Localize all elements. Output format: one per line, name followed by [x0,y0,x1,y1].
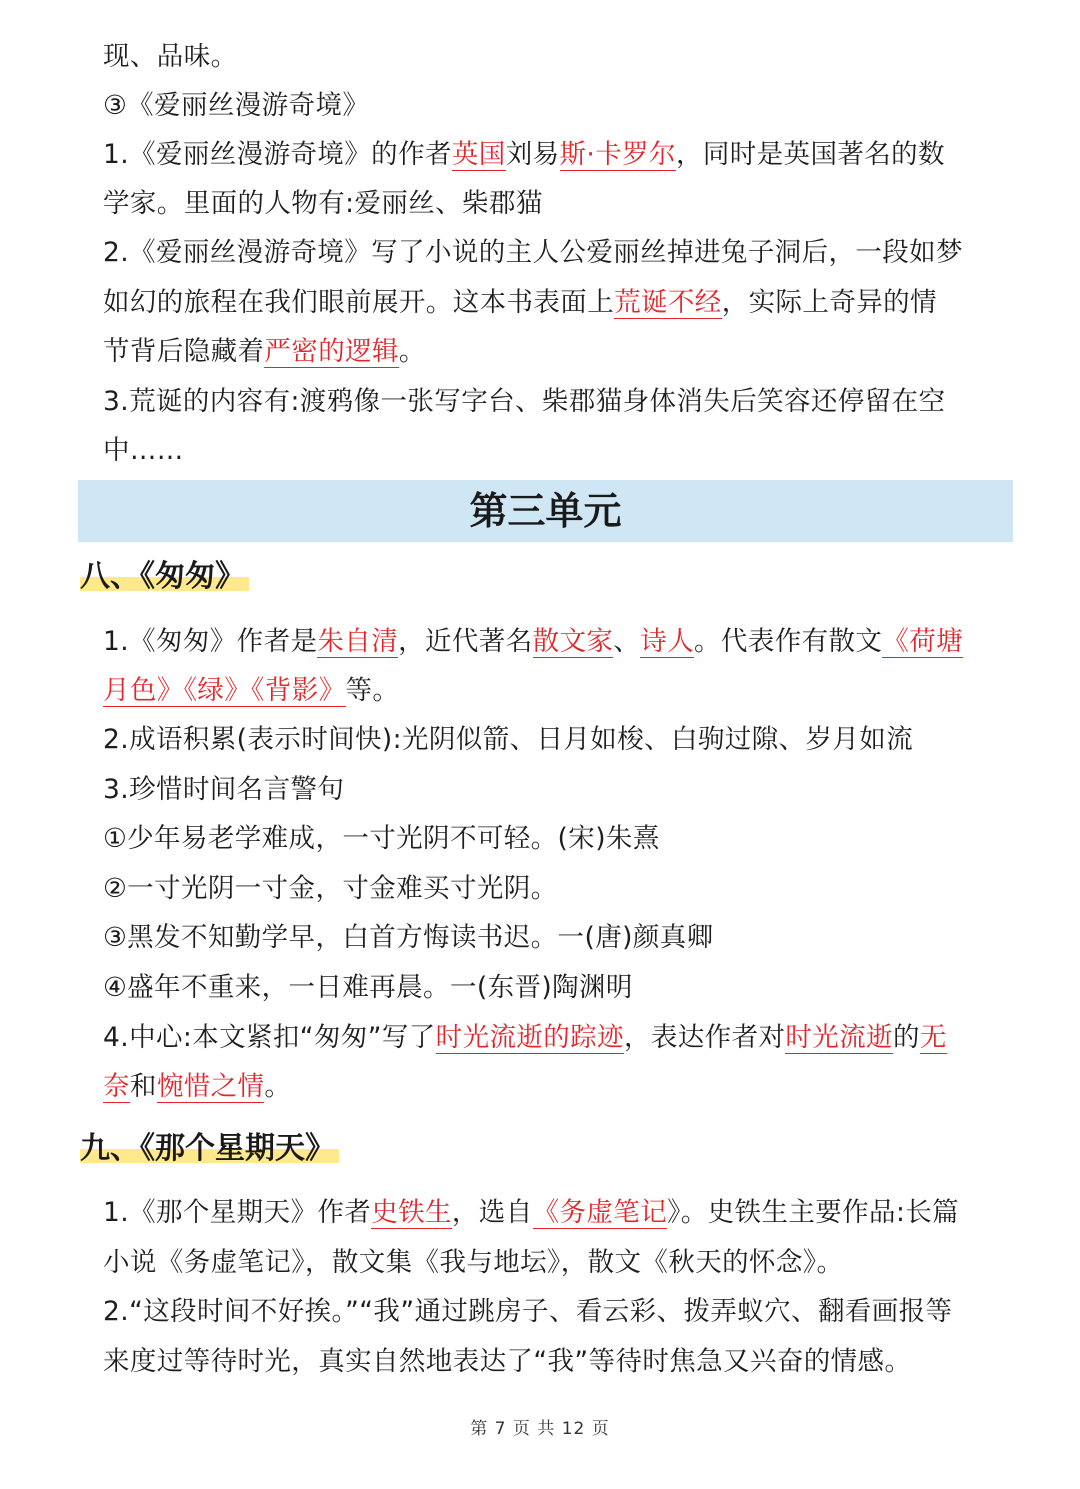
highlight-text: 史铁生 [371,1197,452,1228]
highlight-text: 无 [919,1022,947,1053]
text-line: 小说《务虚笔记》，散文集《我与地坛》，散文《秋天的怀念》。 [103,1247,844,1278]
highlight-text: 斯·卡罗尔 [559,139,676,170]
text-line: 如幻的旅程在我们眼前展开。这本书表面上荒诞不经，实际上奇异的情 [103,287,937,318]
text-line: 1.《那个星期天》作者史铁生，选自《务虚笔记》。史铁生主要作品:长篇 [103,1197,960,1228]
highlight-text: 时光流逝的踪迹 [435,1022,624,1053]
text-line: 1.《匆匆》作者是朱自清，近代著名散文家、诗人。代表作有散文《荷塘 [103,626,964,657]
text-line: 现、品味。 [103,41,238,72]
text-line: 来度过等待时光，真实自然地表达了“我”等待时焦急又兴奋的情感。 [103,1346,912,1377]
highlight-text: 月色》《绿》《背影》 [103,675,346,706]
text-line: 2.成语积累(表示时间快):光阴似箭、日月如梭、白驹过隙、岁月如流 [103,724,914,755]
text-line: 1.《爱丽丝漫游奇境》的作者英国刘易斯·卡罗尔，同时是英国著名的数 [103,139,945,170]
highlight-text: 《务虚笔记 [532,1197,668,1228]
highlight-text: 散文家 [532,626,614,657]
section-header: 九、《那个星期天》 [80,1126,339,1172]
text-line: 2.《爱丽丝漫游奇境》写了小说的主人公爱丽丝掉进兔子洞后，一段如梦 [103,237,963,268]
unit-banner [78,480,1013,542]
unit-title: 第三单元 [469,489,622,533]
highlight-text: 《荷塘 [882,626,964,657]
highlight-text: 荒诞不经 [614,287,722,318]
text-line: 月色》《绿》《背影》等。 [103,675,400,706]
text-line: ③《爱丽丝漫游奇境》 [103,90,370,121]
text-line: 2.“这段时间不好挨。”“我”通过跳房子、看云彩、拨弄蚁穴、翻看画报等 [103,1296,953,1327]
highlight-text: 奈 [103,1071,130,1102]
text-line: ②一寸光阴一寸金，寸金难买寸光阴。 [103,873,558,904]
text-line: 学家。里面的人物有:爱丽丝、柴郡猫 [103,188,543,219]
text-line: ①少年易老学难成，一寸光阴不可轻。(宋)朱熹 [103,823,660,854]
text-line: 中…… [103,435,184,466]
highlight-text: 诗人 [640,626,695,657]
text-line: 3.荒诞的内容有:渡鸦像一张写字台、柴郡猫身体消失后笑容还停留在空 [103,386,946,417]
section-header: 八、《匆匆》 [80,554,249,600]
highlight-text: 严密的逻辑 [264,336,399,367]
highlight-text: 英国 [451,139,506,170]
text-line: ④盛年不重来，一日难再晨。一(东晋)陶渊明 [103,972,633,1003]
text-line: ③黑发不知勤学早，白首方悔读书迟。一(唐)颜真卿 [103,922,714,953]
text-line: 4.中心:本文紧扣“匆匆”写了时光流逝的踪迹，表达作者对时光流逝的无 [103,1022,947,1053]
highlight-text: 惋惜之情 [156,1071,265,1102]
page-number: 第 7 页 共 12 页 [470,1419,610,1439]
highlight-text: 时光流逝 [785,1022,893,1053]
text-line: 奈和惋惜之情。 [103,1071,292,1102]
text-line: 节背后隐藏着严密的逻辑。 [103,336,426,367]
highlight-text: 朱自清 [317,626,399,657]
text-line: 3.珍惜时间名言警句 [103,774,345,805]
